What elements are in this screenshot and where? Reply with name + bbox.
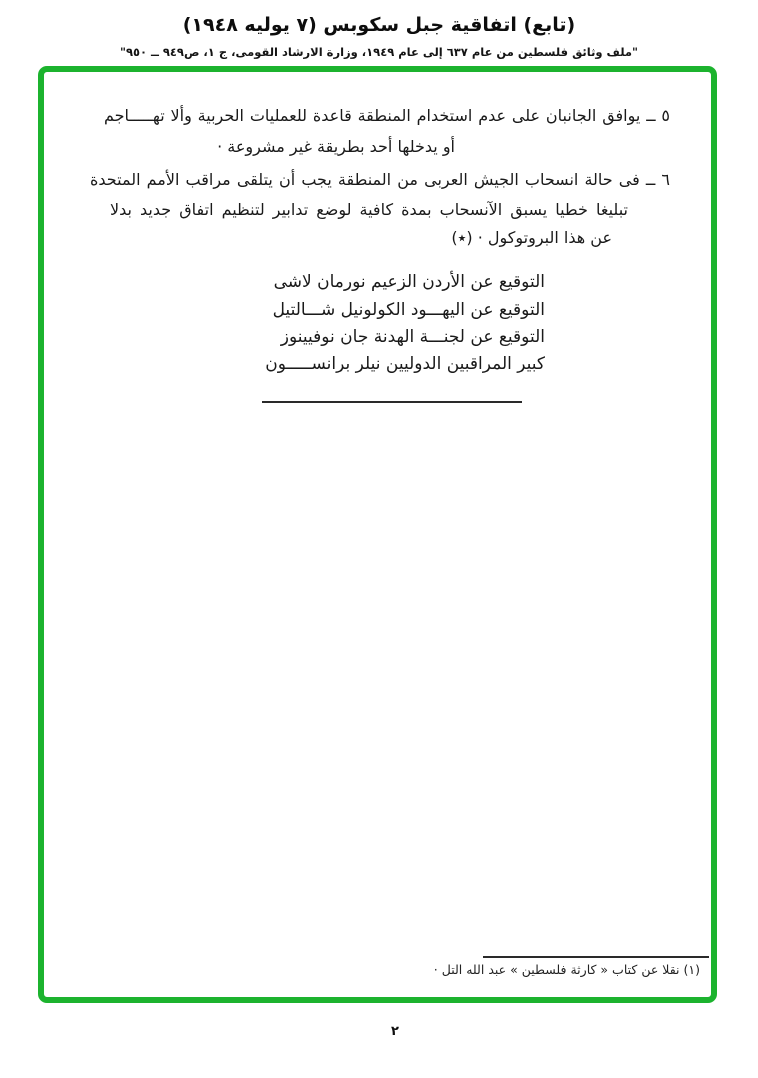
signature-line-truce-committee: التوقيع عن لجنـــة الهدنة جان نوفيينوز bbox=[280, 327, 545, 347]
signature-line-jordan: التوقيع عن الأردن الزعيم نورمان لاشى bbox=[273, 272, 545, 292]
signature-line-jews: التوقيع عن اليهـــود الكولونيل شـــالتيل bbox=[272, 300, 545, 320]
page-number: ٢ bbox=[391, 1024, 399, 1039]
clause-5-line-2: أو يدخلها أحد بطريقة غير مشروعة · bbox=[217, 137, 455, 156]
source-reference-line: "ملف وثائق فلسطين من عام ٦٣٧ إلى عام ١٩٤٩، وزارة الارشاد القومى، ج ١، ص٩٤٩ ــ ٩٥٠" bbox=[119, 45, 639, 59]
signature-line-chief-observer: كبير المراقبين الدوليين نيلر برانســـــون bbox=[265, 354, 545, 374]
section-divider-rule bbox=[262, 401, 522, 403]
footnote-citation: (١) نقلا عن كتاب « كارثة فلسطين » عبد الله التل · bbox=[433, 962, 700, 977]
footnote-divider-rule bbox=[483, 956, 709, 958]
clause-6-line-2: تبليغا خطيا يسبق الآنسحاب بمدة كافية لوضع تدابير لتنظيم اتفاق جديد بدلا bbox=[110, 200, 628, 219]
clause-5-line-1: ٥ ــ يوافق الجانبان على عدم استخدام المنطقة قاعدة للعمليات الحربية وألا تهـــــاجم bbox=[104, 106, 670, 125]
clause-6-line-1: ٦ ــ فى حالة انسحاب الجيش العربى من المنطقة يجب أن يتلقى مراقب الأمم المتحدة bbox=[90, 170, 670, 189]
document-title: (تابع) اتفاقية جبل سكوبس (٧ يوليه ١٩٤٨) bbox=[182, 14, 576, 36]
clause-6-line-3: عن هذا البروتوكول · (٭) bbox=[451, 228, 612, 247]
